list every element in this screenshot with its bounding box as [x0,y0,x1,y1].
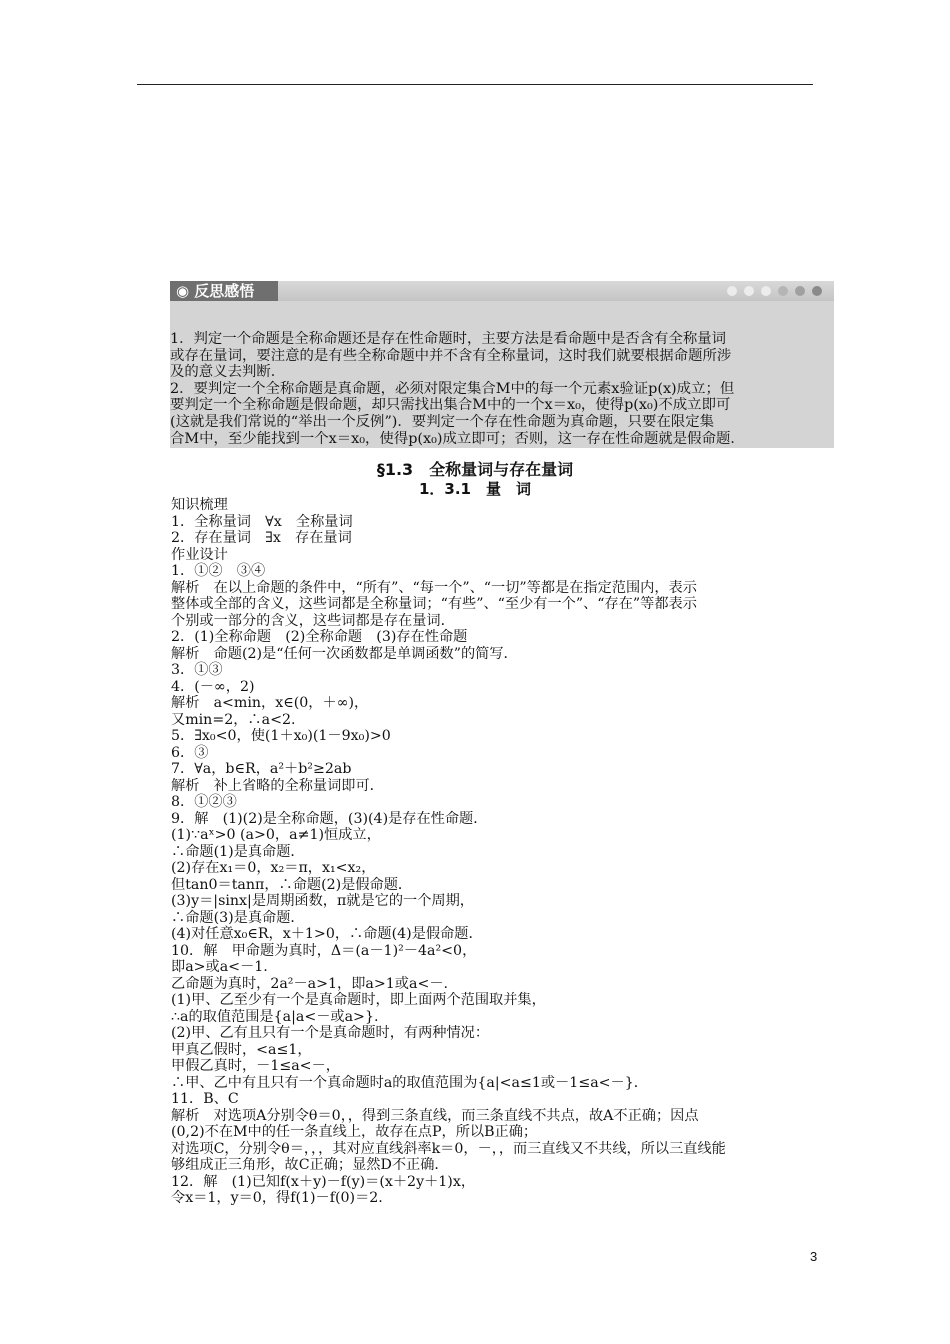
reflection-banner-title: ◉ 反思感悟 [170,281,278,301]
dot-icon [795,286,805,296]
content-line: ∴命题(3)是真命题． [171,909,305,926]
content-line: 又min=2，∴a<2. [171,711,296,728]
content-line: 1．全称量词 ∀x 全称量词 [171,513,353,530]
reflection-banner [170,281,834,301]
reflection-line: 或存在量词，要注意的是有些全称命题中并不含有全称量词，这时我们就要根据命题所涉 [170,347,732,364]
content-line: (4)对任意x₀∈R，x＋1>0，∴命题(4)是假命题． [171,926,483,942]
content-line: 解析 对选项A分别令θ＝0，，得到三条直线，而三条直线不共点，故A不正确；因点 [171,1107,699,1124]
dot-icon [812,286,822,296]
content-line: 10．解 甲命题为真时，Δ＝(a－1)²－4a²<0， [171,942,477,959]
banner-dots-decoration [727,286,822,296]
content-line: (2)存在x₁＝0，x₂＝π，x₁<x₂， [171,860,376,876]
content-line: 7．∀a，b∈R，a²＋b²≥2ab [171,761,352,777]
content-line: 8．①②③ [171,794,237,810]
content-line: 4．(－∞，2) [171,678,255,695]
content-line: 但tan0＝tanπ，∴命题(2)是假命题． [171,876,413,893]
content-line: 12．解 (1)已知f(x＋y)－f(y)＝(x＋2y＋1)x， [171,1173,476,1190]
reflection-line: 2．要判定一个全称命题是真命题，必须对限定集合M中的每一个元素x验证p(x)成立；但 [170,380,735,397]
content-line: 知识梳理 [171,497,228,513]
content-line: 即a>或a<－1. [171,959,268,975]
top-rule [137,84,813,85]
content-line: (1)甲、乙至少有一个是真命题时，即上面两个范围取并集， [171,992,546,1008]
reflection-text [170,331,818,447]
content-line: 5．∃x₀<0，使(1＋x₀)(1－9x₀)>0 [171,728,391,744]
page-number: 3 [810,1249,818,1264]
content-line: 3．①③ [171,662,223,678]
content-line: 甲假乙真时，－1≤a<－， [171,1058,340,1074]
content-line: 解析 补上省略的全称量词即可． [171,777,384,794]
content-line: 解析 在以上命题的条件中，“所有”、“每一个”、“一切”等都是在指定范围内，表示 [171,579,697,596]
content-line: (3)y＝|sinx|是周期函数，π就是它的一个周期， [171,893,474,909]
reflection-line: 合M中，至少能找到一个x＝x₀，使得p(x₀)成立即可；否则，这一存在性命题就是假命题． [170,430,745,447]
reflection-line: 及的意义去判断． [170,364,286,381]
reflection-line: (这就是我们常说的“举出一个反例”)．要判定一个存在性命题为真命题，只要在限定集 [170,413,715,430]
content-line: ∴甲、乙中有且只有一个真命题时a的取值范围为{a|<a≤1或－1≤a<－}． [171,1074,648,1091]
content-line: 令x＝1，y＝0，得f(1)－f(0)＝2. [171,1190,383,1206]
content-line: 9．解 (1)(2)是全称命题，(3)(4)是存在性命题． [171,810,488,827]
reflection-line: 要判定一个全称命题是假命题，却只需找出集合M中的一个x＝x₀，使得p(x₀)不成立即可 [170,397,731,414]
section-subtitle: 1．3.1 量 词 [418,480,531,498]
content-line: 6．③ [171,744,209,761]
reflection-line: 1．判定一个命题是全称命题还是存在性命题时，主要方法是看命题中是否含有全称量词 [170,331,727,347]
content-line: ∴a的取值范围是{a|a<－或a>}. [171,1008,379,1025]
section-title: §1.3 全称量词与存在量词 [376,460,574,479]
content-line: 11．B、C [171,1091,239,1107]
content-line: 作业设计 [171,546,228,563]
content-line: 对选项C，分别令θ＝，，，其对应直线斜率k＝0，－，，而三直线又不共线，所以三直线能 [171,1140,726,1157]
content-line: 甲真乙假时，<a≤1， [171,1041,312,1058]
content-line: 1．①② ③④ [171,563,266,579]
reflection-box [170,301,834,448]
content-line: 整体或全部的含义，这些词都是全称量词；“有些”、“至少有一个”、“存在”等都表示 [171,596,697,612]
content-line: 个别或一部分的含义，这些词都是存在量词． [171,612,455,629]
dot-icon [744,286,754,296]
content-line: (1)∵aˣ>0 (a>0，a≠1)恒成立， [171,827,381,843]
content-line: (0,2)不在M中的任一条直线上，故存在点P，所以B正确； [171,1124,538,1140]
content-line: 解析 命题(2)是“任何一次函数都是单调函数”的简写． [171,645,518,662]
content-line: 乙命题为真时，2a²－a>1，即a>1或a<－. [171,975,449,992]
content-line: 2．存在量词 ∃x 存在量词 [171,530,352,546]
content-line: (2)甲、乙有且只有一个是真命题时，有两种情况： [171,1025,490,1041]
content-line: 2．(1)全称命题 (2)全称命题 (3)存在性命题 [171,629,468,645]
dot-icon [761,286,771,296]
dot-icon [778,286,788,296]
answer-content [171,497,821,1207]
dot-icon [727,286,737,296]
content-line: 解析 a<min，x∈(0，＋∞)， [171,695,369,711]
content-line: ∴命题(1)是真命题． [171,843,305,860]
content-line: 够组成正三角形，故C正确；显然D不正确． [171,1157,449,1173]
